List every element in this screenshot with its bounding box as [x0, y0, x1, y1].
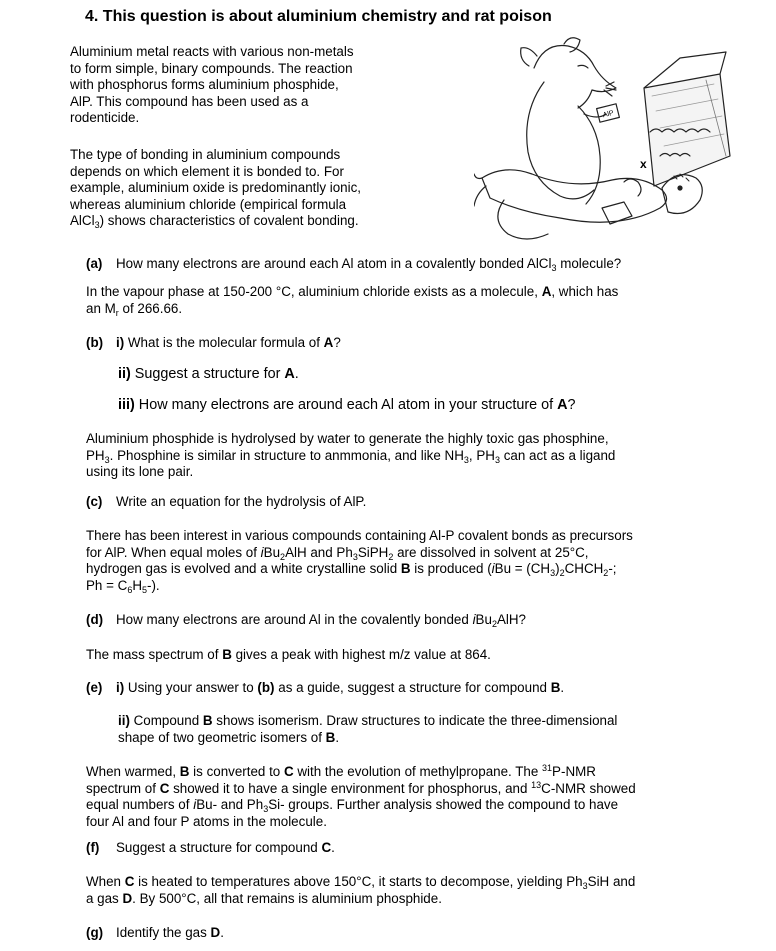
- part-label: (g): [86, 925, 104, 940]
- part-b-i: (b) i) What is the molecular formula of A?: [86, 335, 341, 350]
- intro-line: with phosphorus forms aluminium phosphide,: [70, 77, 339, 92]
- rat-poison-illustration: [474, 36, 734, 246]
- part-d: (d) How many electrons are around Al in the covalently bonded iBu$_2$AlH?: [86, 612, 526, 629]
- question-title: 4. This question is about aluminium chemistry and rat poison: [85, 8, 552, 25]
- part-f: (f) Suggest a structure for compound C.: [86, 840, 335, 855]
- intro-line: whereas aluminium chloride (empirical formula: [70, 196, 347, 212]
- part-label: (b): [86, 335, 104, 350]
- precursor-text: There has been interest in various compounds containing Al-P covalent bonds as precursors for AlP. When equal moles of iBu$_2$AlH and $Ph_3SiPH_2$ are dissolved in solvent at 25°C, hydrogen gas is evolved and a white crystalline solid B is produced ($iBu = (CH_3)_2CHCH_2-$; $Ph = C_6H_5-$).: [86, 528, 633, 595]
- part-a: (a) How many electrons are around each Al atom in a covalently bonded AlCl$_3$ molecule?: [86, 256, 622, 273]
- intro-line: The type of bonding in aluminium compounds: [70, 147, 341, 162]
- part-c: (c) Write an equation for the hydrolysis of AlP.: [86, 494, 367, 509]
- hydrolysis-text: Aluminium phosphide is hydrolysed by water to generate the highly toxic gas phosphine, $PH_3$. Phosphine is similar in structure to anmmonia, and like $NH_3$, $PH_3$ can act as a ligand using its lone pair.: [86, 431, 616, 479]
- mass-spectrum-text: The mass spectrum of B gives a peak with highest m/z value at 864.: [86, 647, 491, 662]
- cross-mark: x: [640, 157, 647, 171]
- part-label: (d): [86, 612, 104, 627]
- warming-text: When warmed, B is converted to C with the evolution of methylpropane. The $^{31}$P-NMR spectrum of C showed it to have a single environment for phosphorus, and $^{13}$C-NMR showed equal numbers of iBu- and $Ph_3Si-$ groups. Further analysis showed the compound to have four Al and four P atoms in the molecule.: [86, 763, 636, 829]
- part-label: (e): [86, 680, 103, 695]
- part-label: (c): [86, 494, 103, 509]
- intro-line: depends on which element it is bonded to. For: [70, 163, 344, 179]
- intro-line: to form simple, binary compounds. The reaction: [70, 60, 353, 76]
- box-label: AlP: [602, 109, 615, 120]
- vapour-phase-text: In the vapour phase at 150-200 °C, aluminium chloride exists as a molecule, A, which has an $M_r$ of 266.66.: [86, 284, 619, 318]
- part-label: (a): [86, 256, 103, 271]
- intro-paragraph-1: [70, 44, 354, 127]
- part-g: (g) Identify the gas D.: [86, 925, 224, 940]
- intro-line: Aluminium metal reacts with various non-metals: [70, 44, 354, 59]
- part-e-i: (e) i) Using your answer to (b) as a guide, suggest a structure for compound B.: [86, 680, 565, 695]
- part-b-iii: iii) How many electrons are around each Al atom in your structure of A?: [118, 397, 576, 413]
- heating-text: When C is heated to temperatures above 150°C, it starts to decompose, yielding $Ph_3SiH$ and a gas D. By 500°C, all that remains is aluminium phosphide.: [86, 874, 636, 906]
- part-b-ii: ii) Suggest a structure for A.: [118, 366, 299, 382]
- intro-line: example, aluminium oxide is predominantly ionic,: [70, 180, 362, 195]
- part-label: (f): [86, 840, 100, 855]
- intro-line: rodenticide.: [70, 110, 140, 125]
- intro-paragraph-2: [70, 147, 361, 230]
- intro-line: AlCl$_3$) shows characteristics of covalent bonding.: [70, 213, 359, 230]
- part-e-ii: ii) Compound B shows isomerism. Draw structures to indicate the three-dimensional shape of two geometric isomers of B.: [118, 713, 618, 745]
- intro-line: AlP. This compound has been used as a: [70, 93, 309, 109]
